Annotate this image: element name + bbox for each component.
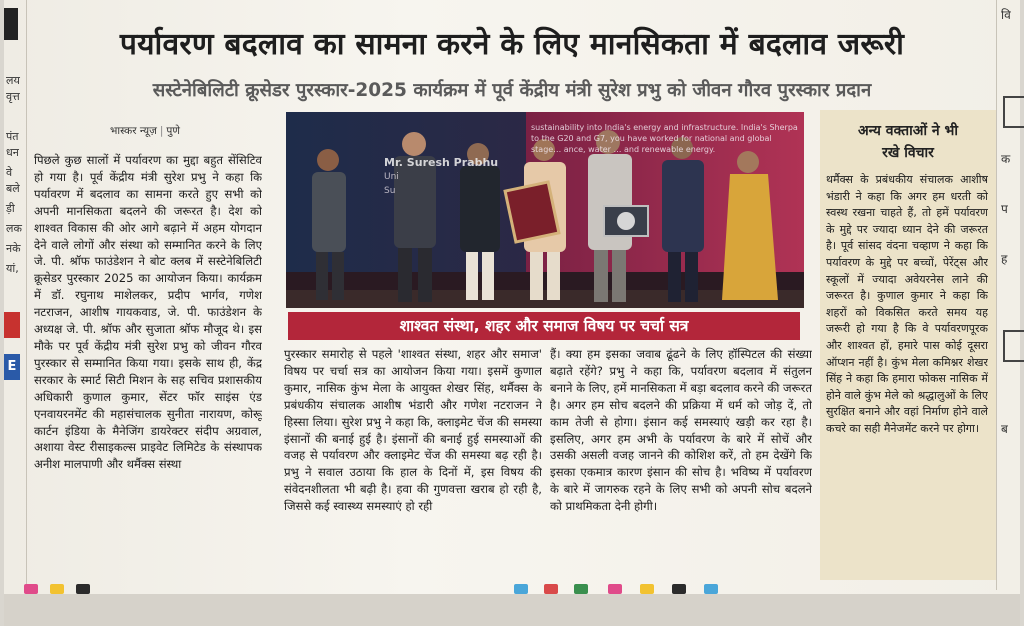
neighbor-blue-tab: E <box>4 354 20 380</box>
article-headline: पर्यावरण बदलाव का सामना करने के लिए मानसिकता में बदलाव जरूरी <box>119 27 905 62</box>
print-mark-swatch <box>672 584 686 594</box>
screen-citation-text: sustainability into India's energy and infrastructure. India's Sherpa to the G20 and G7, you have worked for national and global stage… ance, water … and renewable energy. <box>531 123 798 154</box>
photo-nameplate: Mr. Suresh Prabhu <box>384 156 499 169</box>
print-mark-swatch <box>24 584 38 594</box>
article-subheadline: सस्टेनेबिलिटी क्रूसेडर पुरस्कार-2025 कार्यक्रम में पूर्व केंद्रीय मंत्री सुरेश प्रभु को जीवन गौरव पुरस्कार प्रदान <box>152 80 872 101</box>
print-mark-swatch <box>704 584 718 594</box>
neighbor-column-right <box>996 0 1024 590</box>
neighbor-fragment: प <box>1001 202 1008 216</box>
neighbor-fragment: पंत <box>6 130 19 143</box>
article-column-3: हैं। क्या हम इसका जवाब ढूंढने के लिए हॉस्पिटल की संख्या बढ़ाते रहेंगे? प्रभु ने कहा कि, पर्यावरण बदलाव में संतुलन बनाने के लिए, हमें मानसिकता में बड़ा बदलाव करने की जरूरत है। अगर हम सोच बदलने की प्रक्रिया में धर्म को जोड़ दें, तो काम तेजी से होगा। इंसान कई समस्याएं खड़ी कर रहा है। इसलिए, अगर हम अभी के पर्यावरण के बारे में सोचें और उसकी असली वजह जानने की कोशिश करें, तो हम देखेंगे कि इसका एकमात्र कारण इंसान की सोच है। भविष्य में पर्यावरण के बारे में जागरुक रहने के लिए सभी को अपनी सोच बदलने को प्राथमिकता देनी होगी। <box>550 347 812 514</box>
byline: भास्कर न्यूज़ | पुणे <box>110 125 180 137</box>
neighbor-fragment: वे <box>6 166 13 179</box>
lectern-text: Uni <box>384 172 399 182</box>
neighbor-fragment: यां, <box>6 262 19 275</box>
sidebar-title-line: अन्य वक्ताओं ने भी <box>857 123 958 139</box>
article-column-2: पुरस्कार समारोह से पहले 'शाश्वत संस्था, शहर और समाज' विषय पर चर्चा सत्र का आयोजन किया गया। इसमें कुणाल कुमार, नासिक कुंभ मेला के आयुक्त शेखर सिंह, थर्मैक्स के प्रबंधकीय संचालक आशीष भंडारी और गणेश नटराजन ने हिस्सा लिया। सुरेश प्रभु ने कहा कि, क्लाइमेट चेंज की समस्या इंसानों की बनाई हुई है। इंसानों की बनाई हुई समस्याओं की वजह से पर्यावरण और क्लाइमेट चेंज की समस्या बढ़ रही है। प्रभु ने सवाल उठाया कि हाल के दिनों में, इस विषय की संवेदनशीलता भी बढ़ी है। हवा की गुणवत्ता खराब हो रही है, जिससे कई स्वास्थ्य समस्याएं हो रही <box>284 347 542 514</box>
sidebar-title-line: रखे विचार <box>882 145 934 161</box>
print-mark-swatch <box>50 584 64 594</box>
sidebar-box <box>820 110 996 580</box>
print-mark-swatch <box>574 584 588 594</box>
neighbor-box <box>1003 96 1024 128</box>
newspaper-page <box>4 0 1020 626</box>
page-bottom-edge <box>4 594 1020 626</box>
print-mark-swatch <box>640 584 654 594</box>
print-mark-swatch <box>76 584 90 594</box>
neighbor-fragment: लय <box>6 74 20 87</box>
neighbor-fragment: ब <box>1001 422 1008 436</box>
lectern-text: Su <box>384 186 396 196</box>
neighbor-fragment: ह <box>1001 252 1008 266</box>
print-registration-marks <box>4 584 1020 594</box>
byline-source: भास्कर न्यूज़ <box>110 125 157 137</box>
neighbor-fragment: क <box>1001 152 1011 166</box>
neighbor-fragment: बले <box>6 182 20 195</box>
neighbor-fragment: वृत्त <box>6 90 20 103</box>
print-mark-swatch <box>608 584 622 594</box>
neighbor-red-tab <box>4 312 20 338</box>
neighbor-fragment: नके <box>6 242 21 255</box>
byline-city: पुणे <box>166 125 180 137</box>
print-mark-swatch <box>514 584 528 594</box>
neighbor-black-block <box>4 8 18 40</box>
neighbor-fragment: वि <box>1001 8 1011 22</box>
print-mark-swatch <box>544 584 558 594</box>
neighbor-fragment: लक <box>6 222 22 235</box>
sidebar-body: थर्मैक्स के प्रबंधकीय संचालक आशीष भंडारी ने कहा कि अगर हम धरती को स्वस्थ रखना चाहते हैं, तो हमें पर्यावरण के मुद्दे पर ज्यादा ध्यान देने की जरूरत है। पूर्व सांसद वंदना चव्हाण ने कहा कि पर्यावरण के मुद्दे पर बच्चों, पेरेंट्स और स्कूलों में ज्यादा अवेयरनेस लाने की जरूरत है। कुणाल कुमार ने कहा कि शहरों को विकसित करते समय यह जरूरी हो गया है कि वे पर्यावरणपूरक और शाश्वत हों, हमारे पास कोई दूसरा ऑप्शन नहीं है। कुंभ मेला कमिश्नर शेखर सिंह ने कहा कि हमारा फोकस नासिक में होने वाले कुंभ मेले को श्रद्धालुओं के लिए सुरक्षित बनाने और वहां निर्माण होने वाले कचरे का सही मैनेजमेंट करने पर होगा। <box>826 173 988 435</box>
article-column-1: पिछले कुछ सालों में पर्यावरण का मुद्दा बहुत सेंसिटिव हो गया है। पूर्व केंद्रीय मंत्री सुरेश प्रभु ने कहा कि पर्यावरण में बदलाव का सामना करते हुए सभी को अपनी मानसिकता बदलने की जरूरत है। देश को शाश्वत विकास की ओर आगे बढ़ाने में अहम योगदान देने वाले लोगों और संस्था को सम्मानित करने के लिए जे. पी. श्रॉफ फाउंडेशन ने बोट क्लब में सस्टेनेबिलिटी क्रूसेडर पुरस्कार 2025 का आयोजन किया। कार्यक्रम में डॉ. रघुनाथ माशेलकर, प्रदीप भार्गव, गणेश नटराजन, आशीष गायकवाड, जे. पी. फाउंडेशन के अध्यक्ष जे. पी. श्रॉफ और सुजाता श्रॉफ मौजूद थे। इस मौके पर पूर्व केंद्रीय मंत्री सुरेश प्रभु को जीवन गौरव पुरस्कार से सम्मानित किया गया। इसके साथ ही, केंद्र सरकार के स्मार्ट सिटी मिशन के सह सचिव प्रशासकीय अधिकारी कुणाल कुमार, सेंटर फॉर साइंस एंड एनवायरनमेंट की महासंचालक सुनीता नारायण, कोरूू कार्टन इंडिया के मैनेजिंग डायरेक्टर संदीप अग्रवाल, अशाया वेस्ट रीसाइकल्स प्राइवेट लिमिटेड के संस्थापक अनीश मालपाणी और थर्मैक्स संस्था <box>34 153 262 472</box>
sidebar-title <box>820 120 996 164</box>
neighbor-column-left <box>4 0 27 590</box>
award-ceremony-photo <box>286 112 804 308</box>
neighbor-fragment: ड़ी <box>6 202 15 215</box>
neighbor-fragment: धन <box>6 146 19 159</box>
neighbor-box <box>1003 330 1024 362</box>
section-banner: शाश्वत संस्था, शहर और समाज विषय पर चर्चा सत्र <box>288 312 800 340</box>
